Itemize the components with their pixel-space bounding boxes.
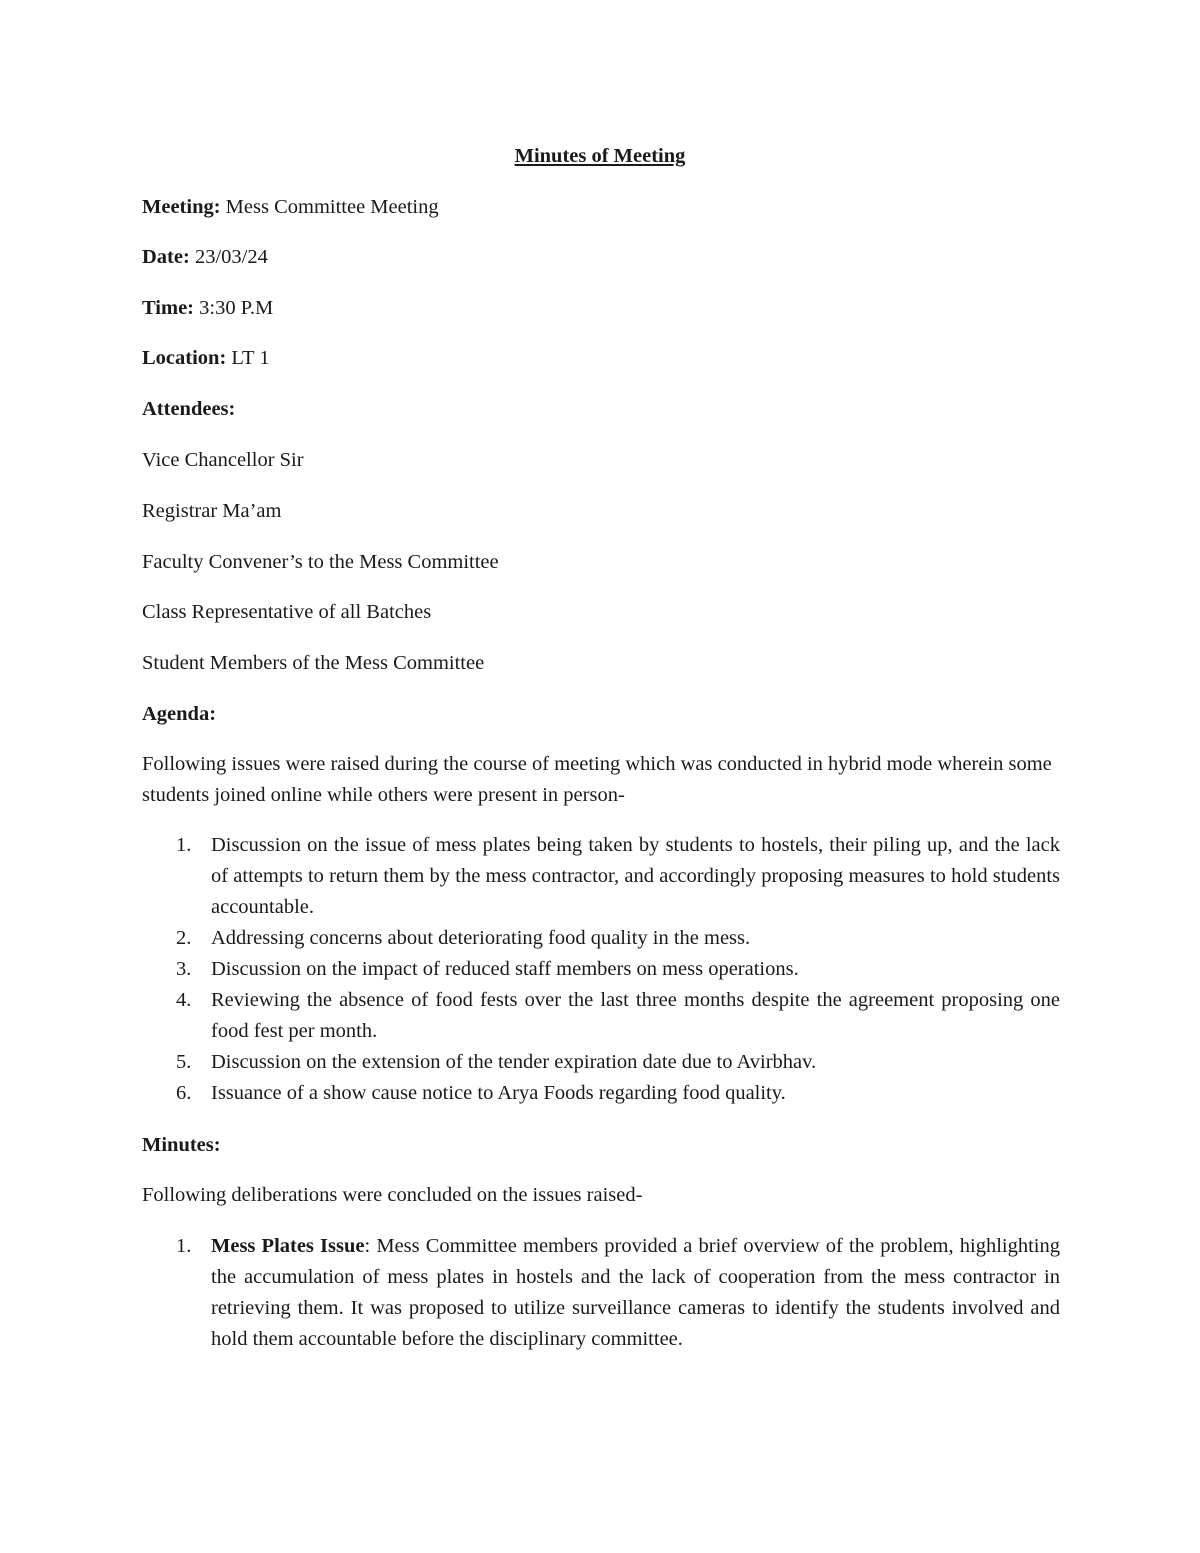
agenda-item <box>142 954 1060 985</box>
meeting-value: Mess Committee Meeting <box>220 196 439 218</box>
meeting-label: Meeting: <box>142 196 221 218</box>
date-value: 23/03/24 <box>189 246 268 268</box>
minutes-item-number: 1. <box>176 1235 192 1257</box>
agenda-item-number: 3. <box>176 958 192 980</box>
agenda-item-text: Issuance of a show cause notice to Arya Foods regarding food quality. <box>211 1082 786 1104</box>
agenda-item-text: Discussion on the issue of mess plates being taken by students to hostels, their piling up, and the lack of attempts to return them by the mess contractor, and accordingly proposing measures to hold students accountable. <box>211 834 1060 918</box>
agenda-item-text: Reviewing the absence of food fests over the last three months despite the agreement proposing one food fest per month. <box>211 989 1060 1042</box>
location-value: LT 1 <box>226 347 270 369</box>
agenda-item <box>142 1078 1060 1109</box>
attendee-item: Student Members of the Mess Committee <box>142 652 485 674</box>
minutes-item-title: Mess Plates Issue <box>211 1235 365 1257</box>
agenda-item <box>142 1047 1060 1078</box>
time-value: 3:30 P.M <box>194 297 274 319</box>
agenda-item-number: 5. <box>176 1051 192 1073</box>
agenda-item <box>142 830 1060 923</box>
agenda-intro: Following issues were raised during the course of meeting which was conducted in hybrid mode wherein some students joined online while others were present in person- <box>142 753 1052 806</box>
agenda-list <box>142 830 1060 1109</box>
time-row <box>142 296 273 320</box>
minutes-list <box>142 1231 1060 1355</box>
date-label: Date: <box>142 246 190 268</box>
minutes-intro: Following deliberations were concluded on the issues raised- <box>142 1184 643 1206</box>
attendee-item: Class Representative of all Batches <box>142 601 432 623</box>
agenda-item <box>142 923 1060 954</box>
minutes-item <box>142 1231 1060 1355</box>
attendee-item: Vice Chancellor Sir <box>142 449 304 471</box>
agenda-item-text: Discussion on the extension of the tender expiration date due to Avirbhav. <box>211 1051 817 1073</box>
attendee-item: Faculty Convener’s to the Mess Committee <box>142 551 499 573</box>
agenda-item-text: Discussion on the impact of reduced staff members on mess operations. <box>211 958 799 980</box>
agenda-item-number: 1. <box>176 834 192 856</box>
document-title: Minutes of Meeting <box>514 145 686 167</box>
agenda-item-number: 2. <box>176 927 192 949</box>
agenda-item-number: 6. <box>176 1082 192 1104</box>
agenda-item-number: 4. <box>176 989 192 1011</box>
location-row <box>142 346 270 370</box>
time-label: Time: <box>142 297 195 319</box>
agenda-item <box>142 985 1060 1047</box>
attendees-heading: Attendees: <box>142 398 236 420</box>
minutes-item-text: : Mess Committee members provided a brief overview of the problem, highlighting the accumulation of mess plates in hostels and the lack of cooperation from the mess contractor in retrieving them. It was proposed to utilize surveillance cameras to identify the students involved and hold them accountable before the disciplinary committee. <box>211 1235 1060 1350</box>
location-label: Location: <box>142 347 227 369</box>
agenda-heading: Agenda: <box>142 703 217 725</box>
minutes-heading: Minutes: <box>142 1134 221 1156</box>
meeting-row <box>142 195 439 219</box>
attendee-item: Registrar Ma’am <box>142 500 282 522</box>
agenda-item-text: Addressing concerns about deteriorating food quality in the mess. <box>211 927 751 949</box>
date-row <box>142 245 268 269</box>
